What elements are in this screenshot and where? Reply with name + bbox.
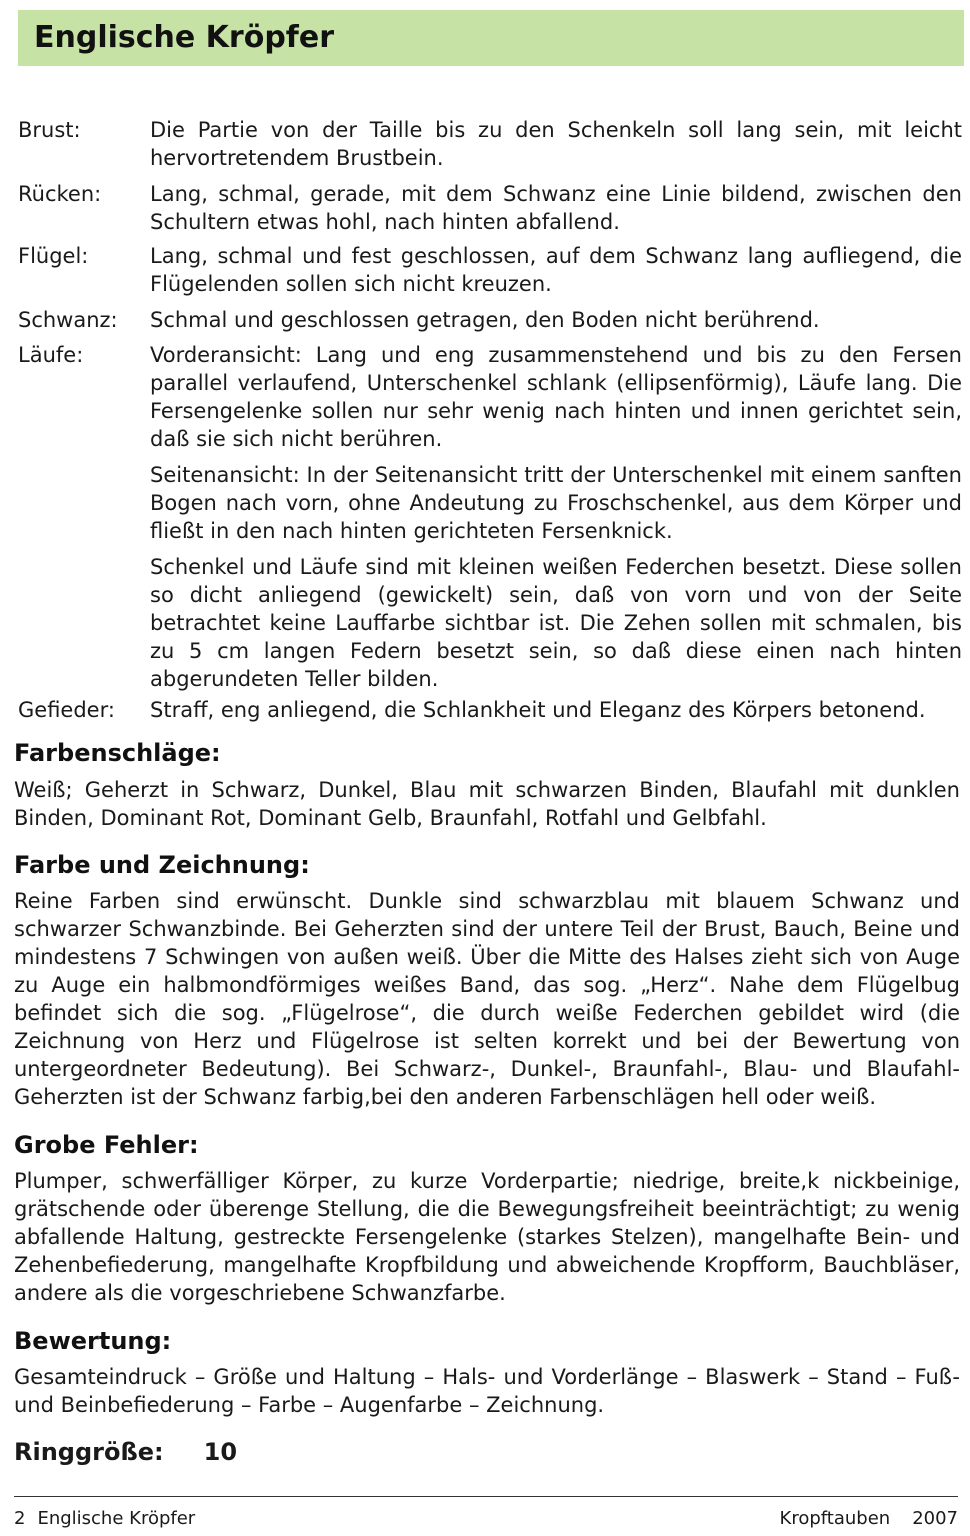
feature-paragraph: Lang, schmal und fest geschlossen, auf dem Schwanz lang aufliegend, die Flügelenden sollen sich nicht kreuzen. (150, 244, 962, 296)
section-heading-bewertung: Bewertung: (14, 1327, 172, 1355)
feature-text (150, 116, 962, 172)
footer-divider (14, 1496, 958, 1497)
footer-publication: Kropftauben (779, 1508, 891, 1529)
feature-schwanz (18, 306, 962, 334)
feature-paragraph: Seitenansicht: In der Seitenansicht tritt der Unterschenkel mit einem sanften Bogen nach vorn, ohne Andeutung zu Froschschenkel, aus dem Körper und fließt in den nach hinten gerichteten Fersenknick. (150, 463, 962, 543)
section-text-farbenschlaege: Weiß; Geherzt in Schwarz, Dunkel, Blau mit schwarzen Binden, Blaufahl mit dunklen Binden, Dominant Rot, Dominant Gelb, Braunfahl, Rotfahl und Gelbfahl. (14, 778, 960, 830)
feature-paragraph: Schmal und geschlossen getragen, den Boden nicht berührend. (150, 308, 820, 332)
feature-brust (18, 116, 962, 172)
feature-label: Flügel: (18, 244, 89, 268)
section-text-grobe-fehler: Plumper, schwerfälliger Körper, zu kurze Vorderpartie; niedrige, breite,k nickbeinige, grätschende oder überenge Stellung, die die Bewegungsfreiheit beeinträchtigt; zu wenig abfallende Haltung, gestreckte Fersengelenke (starkes Stelzen), mangelhafte Bein- und Zehenbefiederung, mangelhafte Kropfbildung und abweichende Kropfform, Bauchbläser, andere als die vorgeschriebene Schwanzfarbe. (14, 1169, 960, 1305)
ring-size-value: 10 (203, 1438, 238, 1466)
feature-gefieder (18, 696, 962, 724)
page-number: 2 (14, 1508, 26, 1529)
feature-text (150, 180, 962, 236)
feature-paragraph: Straff, eng anliegend, die Schlankheit und Eleganz des Körpers betonend. (150, 698, 926, 722)
title-bar (18, 10, 964, 66)
section-heading-farbenschlaege: Farbenschläge: (14, 739, 221, 767)
section-heading-farbe-zeichnung: Farbe und Zeichnung: (14, 851, 310, 879)
footer-year: 2007 (912, 1508, 958, 1529)
feature-label: Brust: (18, 118, 81, 142)
feature-label: Gefieder: (18, 698, 115, 722)
ring-size-label: Ringgröße: (14, 1438, 164, 1466)
feature-ruecken (18, 180, 962, 236)
feature-laeufe (18, 341, 962, 693)
feature-text (150, 242, 962, 298)
feature-fluegel (18, 242, 962, 298)
section-heading-grobe-fehler: Grobe Fehler: (14, 1131, 199, 1159)
feature-text (150, 306, 962, 334)
footer-breed-name: Englische Kröpfer (37, 1508, 196, 1529)
feature-paragraph: Die Partie von der Taille bis zu den Schenkeln soll lang sein, mit leicht hervortretendem Brustbein. (150, 118, 962, 170)
feature-paragraph: Vorderansicht: Lang und eng zusammenstehend und bis zu den Fersen parallel verlaufend, Unterschenkel schlank (ellipsenförmig), Läufe lang. Die Fersengelenke sollen nur sehr wenig nach hinten und innen gerichtet sein, daß sie sich nicht berühren. (150, 343, 962, 451)
feature-text (150, 341, 962, 693)
section-text-bewertung: Gesamteindruck – Größe und Haltung – Hals- und Vorderlänge – Blaswerk – Stand – Fuß- und Beinbefiederung – Farbe – Augenfarbe – Zeichnung. (14, 1365, 960, 1417)
section-text-farbe-zeichnung: Reine Farben sind erwünscht. Dunkle sind schwarzblau mit blauem Schwanz und schwarzer Schwanzbinde. Bei Geherzten sind der untere Teil der Brust, Bauch, Beine und mindestens 7 Schwingen von außen weiß. Über die Mitte des Halses zieht sich von Auge zu Auge ein halbmondförmiges weißes Band, das sog. „Herz“. Nahe dem Flügelbug befindet sich die sog. „Flügelrose“, die durch weiße Federchen gebildet wird (die Zeichnung von Herz und Flügelrose ist selten korrekt und bei der Bewertung von untergeordneter Bedeutung). Bei Schwarz-, Dunkel-, Braunfahl-, Blau- und Blaufahl-Geherzten ist der Schwanz farbig,bei den anderen Farbenschlägen hell oder weiß. (14, 889, 960, 1109)
ring-size (14, 1437, 237, 1467)
feature-paragraph: Lang, schmal, gerade, mit dem Schwanz eine Linie bildend, zwischen den Schultern etwas hohl, nach hinten abfallend. (150, 182, 962, 234)
feature-text (150, 696, 962, 724)
page-title: Englische Kröpfer (34, 20, 334, 55)
feature-label: Rücken: (18, 182, 102, 206)
feature-label: Schwanz: (18, 308, 118, 332)
feature-paragraph: Schenkel und Läufe sind mit kleinen weißen Federchen besetzt. Diese sollen so dicht anliegend (gewickelt) sein, daß von vorn und von der Seite betrachtet keine Lauffarbe sichtbar ist. Die Zehen sollen mit schmalen, bis zu 5 cm langen Federn besetzt sein, so daß diese einen nach hinten abgerundeten Teller bilden. (150, 555, 962, 691)
feature-label: Läufe: (18, 343, 84, 367)
